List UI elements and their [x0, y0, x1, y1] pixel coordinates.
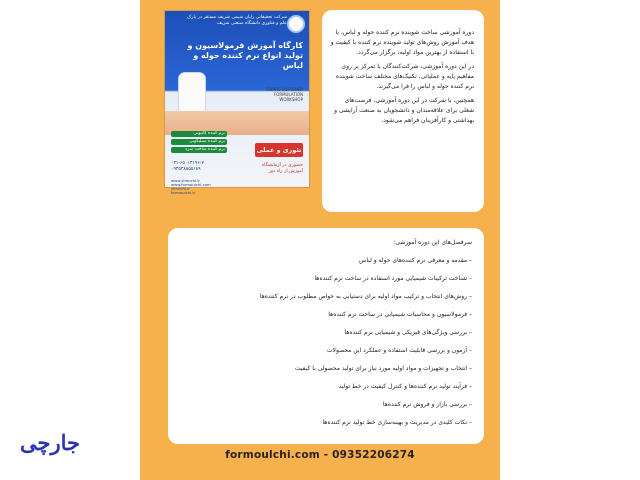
description-paragraph: دوره آموزشی ساخت شوینده نرم کننده حوله و لباس، با هدف آموزش روش‌های تولید شوینده نرم کننده با کیفیت و با استفاده از بهترین مواد اولیه، برگزار می‌گردد.: [330, 29, 474, 56]
syllabus-item: – نکات کلیدی در مدیریت و بهینه‌سازی خط تولید نرم کننده‌ها: [322, 419, 472, 426]
benefit-item: نرم کننده سیلیکونی: [171, 139, 227, 145]
benefit-item: نرم کننده کاتیونی: [171, 131, 227, 137]
syllabus-item: – روش‌های انتخاب و ترکیب مواد اولیه برای دستیابی به خواص مطلوب در نرم کننده‌ها: [259, 293, 472, 300]
mode-item: حضوری در آزمایشگاه: [261, 163, 303, 168]
poster-title: کارگاه آموزش فرمولاسیون و تولید انواع نرم کننده حوله و لباس: [187, 41, 303, 70]
poster-modes: [247, 163, 303, 175]
description-paragraph: همچنین، با شرکت در این دوره آموزشی، فرصت‌های شغلی برای علاقه‌مندان و دانشجویان به صنعت آرایشی و بهداشتی و کارآفرینان فراهم می‌شود.: [334, 97, 474, 124]
description-paragraph: در این دوره آموزشی، شرکت‌کنندگان با تمرکز بر روی مفاهیم پایه و عملیاتی، تکنیک‌های مختلف ساخت شوینده نرم کننده حوله و لباس را فرا می‌گیرند.: [335, 63, 474, 90]
phone-number: ۰۹۳۵۳۸۸۵۵۱۸۹: [171, 167, 201, 172]
syllabus-item: – بررسی ویژگی‌های فیزیکی و شیمیایی نرم کننده‌ها: [344, 329, 472, 336]
site-link: ylmnchi.ir: [171, 186, 190, 191]
phone-number: ۰۲۱-۶۵۰۱۳۱۹۶-۷: [171, 161, 204, 166]
benefit-item: نرم کننده ساخت سرد: [171, 147, 227, 153]
syllabus-item: – انتخاب و تجهیزات و مواد اولیه مورد نیاز برای تولید محصولی با کیفیت: [294, 365, 472, 372]
poster-workshop-label: FABRIC SOFTENER FORMULATION WORKSHOP: [266, 87, 303, 102]
syllabus-item: – بررسی بازار و فروش نرم کننده‌ها: [382, 401, 472, 408]
poster-benefits: [171, 131, 227, 155]
syllabus-box: [168, 228, 484, 444]
site-link: www.formoulchi.com: [171, 182, 211, 187]
site-link: formoulchi.ir: [171, 190, 196, 195]
poster-image: [164, 10, 310, 195]
bottle-icon: [179, 73, 205, 113]
site-link: www.ylmnchi.ir: [171, 178, 200, 183]
poster-org: شرکت تحقیقاتی رایان شیمی شریف مستقر در پارک علم و فناوری دانشگاه صنعتی شریف: [187, 15, 287, 26]
syllabus-heading: سرفصل‌های این دوره آموزشی:: [393, 239, 472, 246]
description-box: [322, 10, 484, 212]
site-brand-logo[interactable]: جارچی: [20, 430, 81, 455]
poster-sites: [171, 179, 231, 195]
syllabus-item: – فرمولاسیون و محاسبات شیمیایی در ساخت نرم کننده‌ها: [328, 311, 472, 318]
contact-footer: formoulchi.com - 09352206274: [225, 449, 415, 461]
mode-item: آموزش از راه دور: [268, 169, 303, 174]
poster-phones: [171, 161, 231, 173]
syllabus-item: – مقدمه و معرفی نرم کننده‌های حوله و لباس: [359, 257, 472, 264]
syllabus-item: – شناخت ترکیبات شیمیایی مورد استفاده در ساخت نرم کننده‌ها: [314, 275, 472, 282]
syllabus-item: – فرآیند تولید نرم کننده‌ها و کنترل کیفیت در خط تولید: [338, 383, 472, 390]
company-logo-icon: [287, 15, 305, 33]
poster-badge: تئوری و عملی: [255, 143, 303, 157]
syllabus-item: – آزمون و بررسی قابلیت استفاده و عملکرد این محصولات: [326, 347, 472, 354]
